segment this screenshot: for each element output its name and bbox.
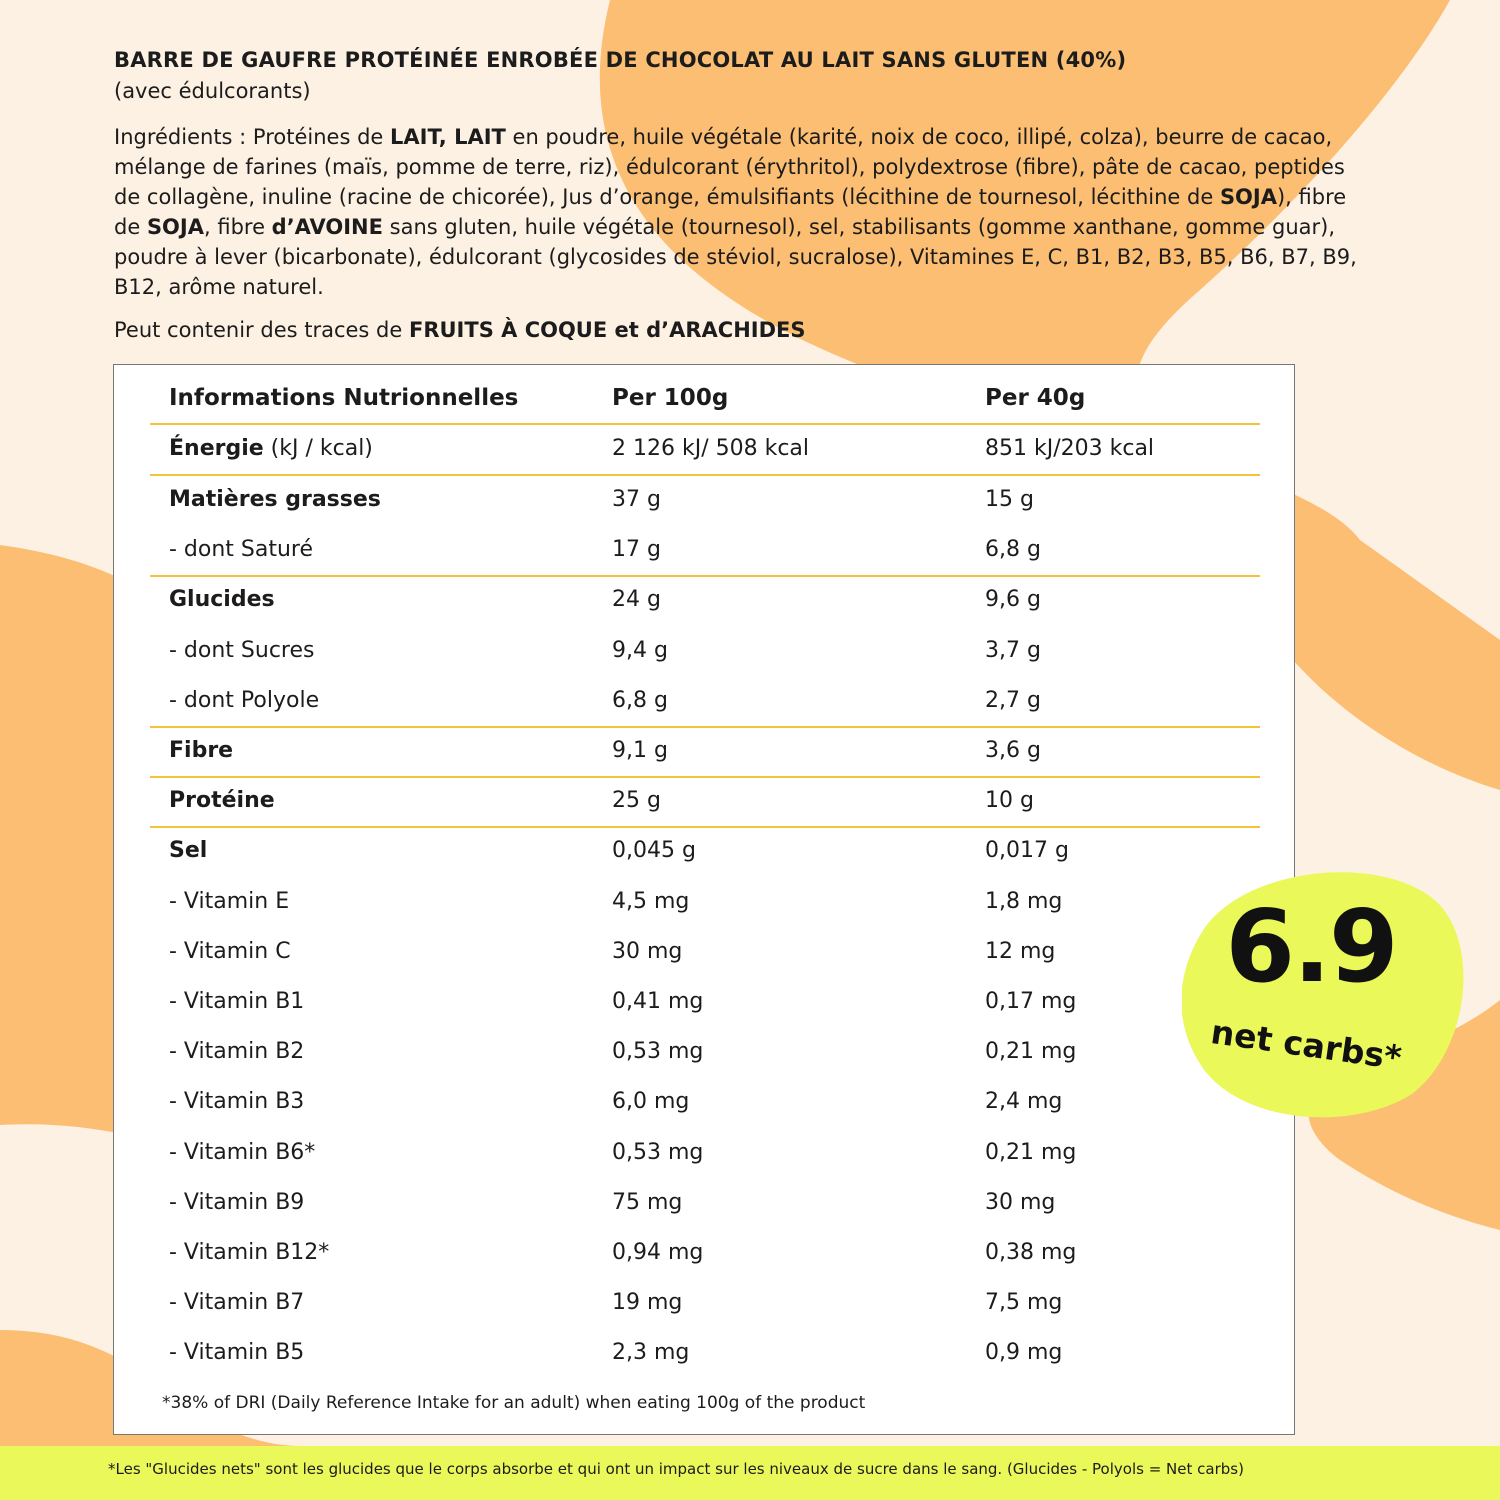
table-row (150, 575, 1260, 625)
table-row (150, 1027, 1260, 1077)
row-label: - Vitamin B1 (169, 989, 305, 1014)
row-per-100g: 25 g (612, 788, 661, 814)
row-label: - Vitamin B2 (169, 1039, 305, 1065)
row-per-100g: 9,1 g (612, 738, 668, 763)
table-row (150, 726, 1260, 778)
row-per-40g: 6,8 g (985, 537, 1041, 563)
ingredients-text: Ingrédients : Protéines de LAIT, LAIT en poudre, huile végétale (karité, noix de coco, illipé, colza), beurre de cacao, mélange de farines (maïs, pomme de terre, riz), édulcorant (érythritol), polydextrose (fibre), pâte de cacao, peptides de collagène, inuline (racine de chicorée), Jus d’orange, émulsifiants (lécithine de tournesol, lécithine de SOJA), fibre de SOJA, fibre d’AVOINE sans gluten, huile végétale (tournesol), sel, stabilisants (gomme xanthane, gomme guar), poudre à lever (bicarbonate), édulcorant (glycosides de stéviol, sucralose), Vitamines E, C, B1, B2, B3, B5, B6, B7, B9, B12, arôme naturel. (114, 125, 1357, 299)
row-per-40g: 10 g (985, 788, 1034, 814)
row-per-100g: 30 mg (612, 938, 683, 964)
row-per-100g: 2,3 mg (612, 1340, 690, 1366)
table-row (150, 1328, 1260, 1378)
row-per-40g: 3,6 g (985, 738, 1041, 763)
product-subtitle: (avec édulcorants) (114, 79, 311, 103)
table-row (150, 1278, 1260, 1328)
row-per-40g: 30 mg (985, 1189, 1056, 1215)
row-per-40g: 3,7 g (985, 637, 1041, 663)
row-per-100g: 4,5 mg (612, 888, 690, 914)
allergen-oat: d’AVOINE (271, 215, 383, 239)
row-label: - Vitamin C (169, 938, 291, 964)
dri-footnote: *38% of DRI (Daily Reference Intake for an adult) when eating 100g of the product (162, 1393, 866, 1413)
row-label: Fibre (169, 738, 234, 763)
row-per-100g: 37 g (612, 487, 661, 512)
table-row (150, 676, 1260, 728)
row-per-40g: 1,8 mg (985, 888, 1063, 914)
row-label: - dont Saturé (169, 537, 314, 563)
traces-warning: Peut contenir des traces de FRUITS À COQUE et d’ARACHIDES (114, 318, 806, 342)
row-per-40g: 0,21 mg (985, 1139, 1077, 1165)
row-per-40g: 0,17 mg (985, 989, 1077, 1014)
row-per-40g: 0,9 mg (985, 1340, 1063, 1366)
row-per-100g: 19 mg (612, 1290, 683, 1316)
row-per-40g: 0,38 mg (985, 1240, 1077, 1265)
table-row (150, 525, 1260, 577)
table-row (150, 1178, 1260, 1228)
allergen-soy-fibre: SOJA (146, 215, 204, 239)
bottom-footnote-bar (0, 1446, 1500, 1500)
table-row (150, 927, 1260, 977)
row-per-100g: 0,41 mg (612, 989, 704, 1014)
table-row (150, 1077, 1260, 1127)
net-carbs-footnote: *Les "Glucides nets" sont les glucides que le corps absorbe et qui ont un impact sur les niveaux de sucre dans le sang. (Glucides - Polyols = Net carbs) (108, 1460, 1244, 1478)
table-row (150, 977, 1260, 1027)
row-label: - dont Polyole (169, 687, 320, 713)
header-per-100g: Per 100g (612, 385, 729, 411)
row-label: - Vitamin B7 (169, 1290, 305, 1316)
row-label: Glucides (169, 587, 275, 613)
header-label: Informations Nutrionnelles (169, 385, 519, 411)
row-per-100g: 0,53 mg (612, 1139, 704, 1165)
row-per-40g: 15 g (985, 487, 1034, 512)
energy-unit: (kJ / kcal) (263, 436, 373, 461)
row-per-100g: 17 g (612, 537, 661, 563)
table-row (150, 826, 1260, 876)
allergen-soy: SOJA (1219, 185, 1277, 209)
row-per-40g: 2,4 mg (985, 1089, 1063, 1115)
row-per-100g: 0,94 mg (612, 1240, 704, 1265)
table-row (150, 1128, 1260, 1178)
row-per-100g: 6,8 g (612, 687, 668, 713)
row-per-100g: 9,4 g (612, 637, 668, 663)
energy-per-100g: 2 126 kJ/ 508 kcal (612, 436, 810, 461)
row-per-40g: 9,6 g (985, 587, 1041, 613)
row-label: - Vitamin B12* (169, 1240, 330, 1265)
net-carbs-label: net carbs* (1208, 1012, 1404, 1078)
row-label: - Vitamin B6* (169, 1139, 316, 1165)
energy-label: Énergie (169, 436, 264, 461)
traces-allergens: FRUITS À COQUE et d’ARACHIDES (408, 318, 806, 342)
energy-per-40g: 851 kJ/203 kcal (985, 436, 1155, 461)
product-title: BARRE DE GAUFRE PROTÉINÉE ENROBÉE DE CHOCOLAT AU LAIT SANS GLUTEN (40%) (114, 48, 1127, 72)
table-row (150, 626, 1260, 676)
row-label: - Vitamin B5 (169, 1340, 305, 1366)
allergen-milk: LAIT, LAIT (390, 125, 506, 149)
row-label: - Vitamin E (169, 888, 290, 914)
net-carbs-badge (1182, 862, 1464, 1120)
table-row (150, 475, 1260, 525)
table-row-energy (150, 424, 1260, 476)
header-per-40g: Per 40g (985, 385, 1086, 411)
nutrition-table (113, 364, 1295, 1435)
row-label: - Vitamin B9 (169, 1189, 305, 1215)
row-label: - dont Sucres (169, 637, 315, 663)
table-row (150, 1228, 1260, 1278)
net-carbs-value: 6.9 (1225, 888, 1397, 1005)
row-per-40g: 2,7 g (985, 687, 1041, 713)
row-per-100g: 0,53 mg (612, 1039, 704, 1065)
row-per-100g: 0,045 g (612, 838, 696, 864)
row-per-40g: 12 mg (985, 938, 1056, 964)
row-per-100g: 6,0 mg (612, 1089, 690, 1115)
table-row (150, 776, 1260, 828)
row-label: Sel (169, 838, 208, 864)
row-label: - Vitamin B3 (169, 1089, 305, 1115)
table-row (150, 877, 1260, 927)
table-header-row (150, 373, 1260, 425)
row-per-100g: 24 g (612, 587, 661, 613)
row-per-40g: 0,017 g (985, 838, 1069, 864)
row-per-40g: 0,21 mg (985, 1039, 1077, 1065)
row-label: Protéine (169, 788, 275, 814)
row-per-40g: 7,5 mg (985, 1290, 1063, 1316)
row-per-100g: 75 mg (612, 1189, 683, 1215)
row-label: Matières grasses (169, 487, 381, 512)
